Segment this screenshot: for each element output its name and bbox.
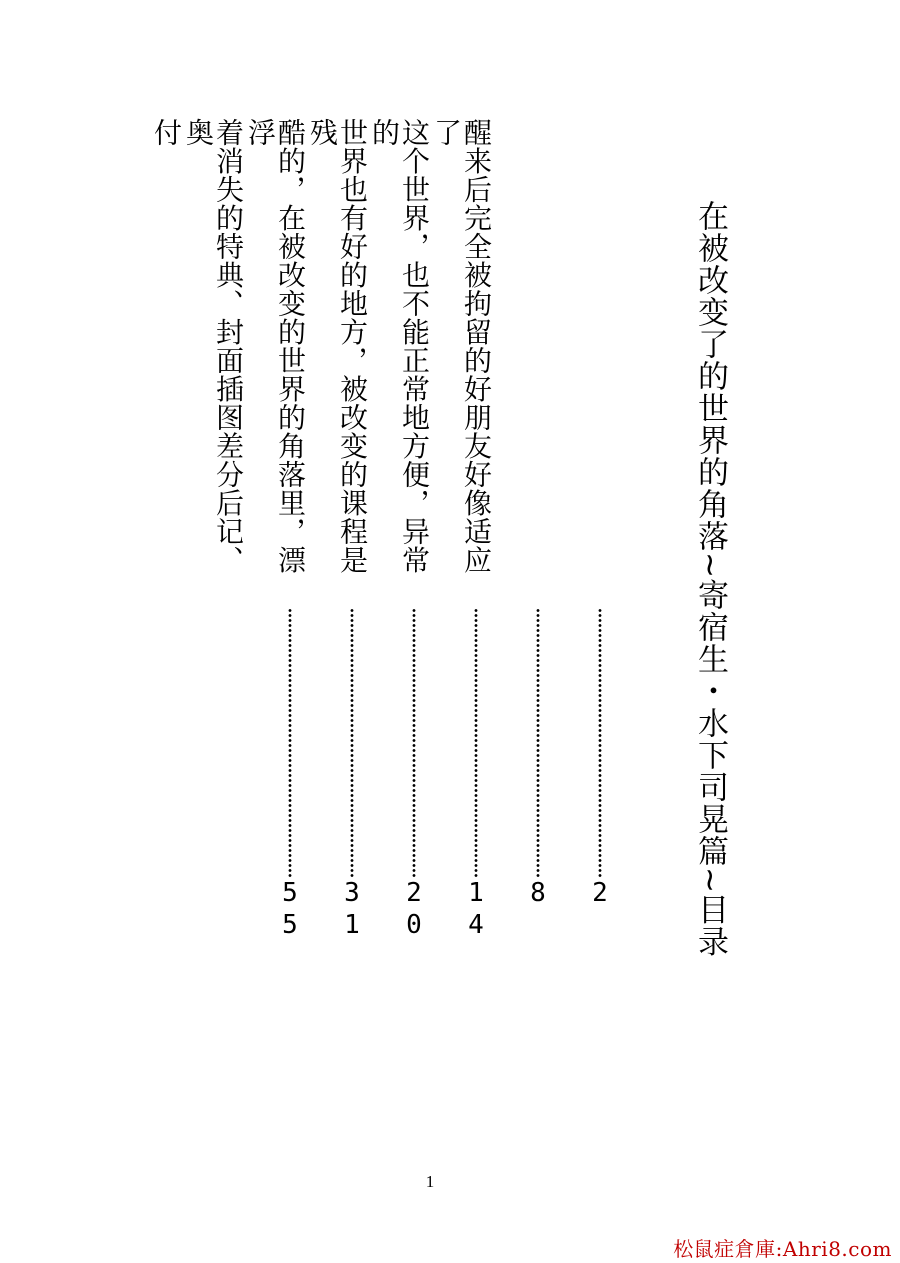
toc-entry-text: 酷的，在被改变的世界的角落里，漂浮 xyxy=(244,118,307,574)
toc-leader-dots xyxy=(337,608,367,878)
toc-entry-text: 醒来后完全被拘留的好朋友好像适应了 xyxy=(430,118,493,574)
page-number: 1 xyxy=(425,1172,435,1191)
toc-leader-dots xyxy=(275,608,305,878)
toc-leader-dots xyxy=(399,608,429,878)
toc-entry-page: 2 xyxy=(585,878,615,910)
toc-entry-page: 8 xyxy=(523,878,553,910)
toc-entry-2 xyxy=(497,118,553,938)
toc-entry-text: 着消失的特典、封面插图差分后记、奥 xyxy=(182,118,245,574)
toc-entry-page: 55 xyxy=(275,878,305,942)
toc-entry-text: 这个世界，也不能正常地方便，异常的 xyxy=(368,118,431,574)
toc-leader-dots xyxy=(585,608,615,878)
toc-entry-6 xyxy=(244,118,307,942)
toc-entry-8 xyxy=(125,118,181,938)
toc-entry-7 xyxy=(182,118,245,938)
toc-entries xyxy=(125,118,615,942)
toc-entry-page: 20 xyxy=(399,878,429,942)
toc-entry-1 xyxy=(559,118,615,938)
toc-title: 在被改变了的世界的角落~寄宿生・水下司晃篇~目录 xyxy=(692,200,728,958)
toc-entry-3 xyxy=(430,118,493,942)
toc-entry-text: 付 xyxy=(150,118,183,147)
toc-leader-dots xyxy=(523,608,553,878)
toc-entry-4 xyxy=(368,118,431,942)
toc-entry-page: 31 xyxy=(337,878,367,942)
watermark: 松鼠症倉庫:Ahri8.com xyxy=(673,1237,892,1261)
toc-entry-text: 世界也有好的地方，被改变的课程是残 xyxy=(306,118,369,574)
toc-leader-dots xyxy=(461,608,491,878)
toc-entry-page: 14 xyxy=(461,878,491,942)
toc-entry-5 xyxy=(306,118,369,942)
